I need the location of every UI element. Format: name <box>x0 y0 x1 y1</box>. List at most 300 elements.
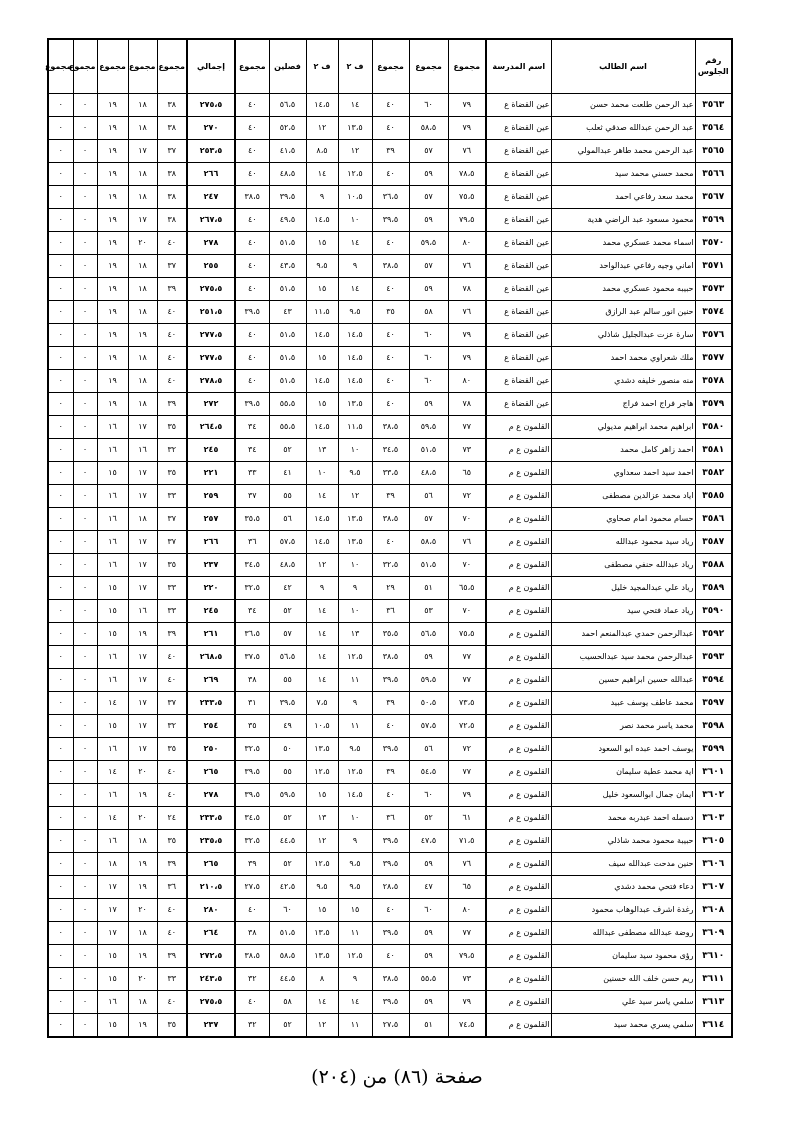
cell-school-name: عين القضاة ع <box>486 278 551 301</box>
cell-seat-number: ٣٦٠٣ <box>695 807 732 830</box>
cell-grand-total: ٢٦٥ <box>187 761 235 784</box>
cell-term-2b: ١٢ <box>306 117 338 140</box>
cell-total-2: ٥٩ <box>409 922 448 945</box>
header-total-2: مجموع <box>409 39 448 94</box>
cell-grand-total: ٢٤٧ <box>187 186 235 209</box>
cell-term-2b: ١٠،٥ <box>306 715 338 738</box>
cell-total-8: ٠ <box>73 531 97 554</box>
cell-total-2: ٥٩ <box>409 853 448 876</box>
cell-total-8: ٠ <box>73 899 97 922</box>
cell-total-9: ٠ <box>48 508 73 531</box>
cell-total-4: ٣٤،٥ <box>235 554 269 577</box>
cell-grand-total: ٢٣٣،٥ <box>187 692 235 715</box>
cell-term-2a: ٩،٥ <box>338 853 372 876</box>
cell-total-8: ٠ <box>73 784 97 807</box>
cell-total-9: ٠ <box>48 646 73 669</box>
cell-total-9: ٠ <box>48 117 73 140</box>
cell-student-name: محمود مسعود عبد الراضي هدية <box>551 209 695 232</box>
cell-total-6: ١٦ <box>128 439 157 462</box>
cell-grand-total: ٢٢١ <box>187 462 235 485</box>
cell-term-2a: ٩،٥ <box>338 462 372 485</box>
cell-term-2b: ١٢ <box>306 554 338 577</box>
cell-total-4: ٣٢،٥ <box>235 830 269 853</box>
results-table <box>44 38 733 1038</box>
cell-total-6: ١٨ <box>128 347 157 370</box>
cell-total-1: ٧٩،٥ <box>448 209 486 232</box>
cell-total-5: ٣٢ <box>157 715 187 738</box>
cell-total-4: ٣٩،٥ <box>235 393 269 416</box>
cell-total-5: ٣٣ <box>157 968 187 991</box>
cell-total-9: ٠ <box>48 738 73 761</box>
cell-student-name: ابراهيم محمد ابراهيم مديولي <box>551 416 695 439</box>
cell-two-terms: ٥٨،٥ <box>269 945 306 968</box>
cell-total-5: ٣٨ <box>157 94 187 117</box>
table-row <box>48 876 732 899</box>
cell-seat-number: ٣٥٦٥ <box>695 140 732 163</box>
table-row <box>48 623 732 646</box>
cell-two-terms: ٤٢ <box>269 577 306 600</box>
cell-total-2: ٥٩ <box>409 278 448 301</box>
cell-total-8: ٠ <box>73 163 97 186</box>
cell-total-1: ٨٠ <box>448 370 486 393</box>
cell-total-4: ٣٨ <box>235 669 269 692</box>
cell-seat-number: ٣٥٧٧ <box>695 347 732 370</box>
cell-total-3: ٤٠ <box>372 94 409 117</box>
cell-total-1: ٧٣ <box>448 968 486 991</box>
cell-total-7: ١٦ <box>97 485 128 508</box>
cell-total-2: ٥٩ <box>409 209 448 232</box>
cell-total-8: ٠ <box>73 209 97 232</box>
cell-total-9: ٠ <box>48 186 73 209</box>
cell-student-name: اماني وجيه رفاعي عبدالواحد <box>551 255 695 278</box>
cell-total-2: ٥٦ <box>409 738 448 761</box>
cell-total-4: ٣٤،٥ <box>235 807 269 830</box>
cell-school-name: عين القضاة ع <box>486 255 551 278</box>
cell-total-6: ١٧ <box>128 485 157 508</box>
cell-two-terms: ٥١،٥ <box>269 370 306 393</box>
cell-school-name: عين القضاة ع <box>486 186 551 209</box>
cell-total-7: ١٧ <box>97 876 128 899</box>
cell-total-6: ١٨ <box>128 278 157 301</box>
cell-term-2b: ١٤ <box>306 669 338 692</box>
cell-total-3: ٣٩،٥ <box>372 922 409 945</box>
cell-term-2b: ١٤ <box>306 600 338 623</box>
cell-term-2a: ١٤ <box>338 94 372 117</box>
cell-grand-total: ٢٦٩ <box>187 669 235 692</box>
cell-total-9: ٠ <box>48 140 73 163</box>
cell-total-6: ١٧ <box>128 462 157 485</box>
cell-total-5: ٤٠ <box>157 646 187 669</box>
cell-total-3: ٤٠ <box>372 784 409 807</box>
cell-school-name: القلمون ع م <box>486 899 551 922</box>
cell-total-3: ٣٨،٥ <box>372 508 409 531</box>
cell-total-3: ٢٩ <box>372 577 409 600</box>
cell-total-2: ٥١ <box>409 1014 448 1038</box>
cell-student-name: رياد علي عبدالمجيد خليل <box>551 577 695 600</box>
cell-total-8: ٠ <box>73 301 97 324</box>
cell-total-4: ٣٩،٥ <box>235 301 269 324</box>
cell-term-2b: ١٤،٥ <box>306 416 338 439</box>
cell-seat-number: ٣٦١٠ <box>695 945 732 968</box>
table-row <box>48 439 732 462</box>
cell-total-9: ٠ <box>48 830 73 853</box>
cell-total-8: ٠ <box>73 646 97 669</box>
table-row <box>48 968 732 991</box>
cell-total-8: ٠ <box>73 554 97 577</box>
cell-seat-number: ٣٦١١ <box>695 968 732 991</box>
cell-total-7: ١٦ <box>97 991 128 1014</box>
cell-total-1: ٧٤،٥ <box>448 1014 486 1038</box>
cell-school-name: عين القضاة ع <box>486 232 551 255</box>
cell-total-9: ٠ <box>48 439 73 462</box>
cell-total-5: ٤٠ <box>157 324 187 347</box>
cell-term-2b: ١١،٥ <box>306 301 338 324</box>
cell-total-8: ٠ <box>73 393 97 416</box>
cell-total-8: ٠ <box>73 715 97 738</box>
cell-total-2: ٥١ <box>409 577 448 600</box>
cell-term-2b: ١٤ <box>306 646 338 669</box>
cell-total-4: ٣٦ <box>235 531 269 554</box>
header-total-1: مجموع <box>448 39 486 94</box>
cell-two-terms: ٤٨،٥ <box>269 163 306 186</box>
header-seat-number: رقم الجلوس <box>695 39 732 94</box>
cell-total-9: ٠ <box>48 393 73 416</box>
cell-total-3: ٣٤،٥ <box>372 439 409 462</box>
cell-term-2a: ١٤،٥ <box>338 784 372 807</box>
cell-total-2: ٥٠،٥ <box>409 692 448 715</box>
cell-total-7: ١٦ <box>97 508 128 531</box>
cell-total-9: ٠ <box>48 991 73 1014</box>
cell-term-2a: ٩ <box>338 692 372 715</box>
cell-total-4: ٣٢،٥ <box>235 577 269 600</box>
cell-school-name: القلمون ع م <box>486 991 551 1014</box>
cell-grand-total: ٢٥٤ <box>187 715 235 738</box>
cell-total-3: ٣٦ <box>372 807 409 830</box>
cell-total-3: ٣٩ <box>372 485 409 508</box>
cell-total-4: ٣٢ <box>235 968 269 991</box>
cell-total-5: ٣٨ <box>157 186 187 209</box>
cell-seat-number: ٣٥٨٢ <box>695 462 732 485</box>
cell-student-name: عبدالرحمن حمدي عبدالمنعم احمد <box>551 623 695 646</box>
cell-school-name: القلمون ع م <box>486 554 551 577</box>
cell-total-1: ٧٩ <box>448 991 486 1014</box>
cell-total-5: ٤٠ <box>157 899 187 922</box>
cell-total-5: ٣٩ <box>157 945 187 968</box>
cell-total-2: ٤٧،٥ <box>409 830 448 853</box>
cell-grand-total: ٢١٠،٥ <box>187 876 235 899</box>
cell-total-2: ٥٩ <box>409 163 448 186</box>
cell-student-name: حسام محمود امام صحاوي <box>551 508 695 531</box>
cell-total-1: ٧٧ <box>448 646 486 669</box>
cell-total-2: ٤٧ <box>409 876 448 899</box>
cell-total-7: ١٥ <box>97 600 128 623</box>
cell-total-8: ٠ <box>73 140 97 163</box>
cell-grand-total: ٢٤٣،٥ <box>187 968 235 991</box>
cell-student-name: سارة عزت عبدالجليل شاذلي <box>551 324 695 347</box>
cell-student-name: منه منصور خليفه دشدي <box>551 370 695 393</box>
cell-two-terms: ٥٢،٥ <box>269 117 306 140</box>
cell-total-5: ٣٣ <box>157 600 187 623</box>
cell-term-2b: ١٤،٥ <box>306 324 338 347</box>
cell-total-6: ١٩ <box>128 876 157 899</box>
cell-total-5: ٣٣ <box>157 485 187 508</box>
cell-total-9: ٠ <box>48 945 73 968</box>
cell-seat-number: ٣٦٠٢ <box>695 784 732 807</box>
cell-total-3: ٤٠ <box>372 324 409 347</box>
cell-two-terms: ٤٢،٥ <box>269 876 306 899</box>
cell-total-1: ٨٠ <box>448 899 486 922</box>
cell-total-1: ٧٢،٥ <box>448 715 486 738</box>
cell-term-2b: ٧،٥ <box>306 692 338 715</box>
cell-term-2a: ١٠ <box>338 807 372 830</box>
cell-seat-number: ٣٥٧٠ <box>695 232 732 255</box>
cell-total-1: ٧٥،٥ <box>448 186 486 209</box>
cell-total-6: ٢٠ <box>128 968 157 991</box>
cell-total-4: ٤٠ <box>235 991 269 1014</box>
cell-total-1: ٧٥،٥ <box>448 623 486 646</box>
cell-total-2: ٥٧ <box>409 186 448 209</box>
cell-two-terms: ٣٩،٥ <box>269 186 306 209</box>
cell-two-terms: ٥٥ <box>269 761 306 784</box>
cell-total-2: ٥٩،٥ <box>409 232 448 255</box>
cell-total-9: ٠ <box>48 784 73 807</box>
cell-two-terms: ٤٤،٥ <box>269 968 306 991</box>
cell-total-2: ٦٠ <box>409 370 448 393</box>
cell-total-5: ٣٨ <box>157 209 187 232</box>
cell-total-6: ١٨ <box>128 186 157 209</box>
table-row <box>48 462 732 485</box>
cell-term-2a: ٩،٥ <box>338 301 372 324</box>
cell-school-name: القلمون ع م <box>486 715 551 738</box>
cell-grand-total: ٢٨٠ <box>187 899 235 922</box>
cell-student-name: حبيبه محمود عسكري محمد <box>551 278 695 301</box>
cell-total-3: ٣٥،٥ <box>372 623 409 646</box>
cell-two-terms: ٥٢ <box>269 600 306 623</box>
cell-total-6: ٢٠ <box>128 761 157 784</box>
cell-total-6: ١٧ <box>128 715 157 738</box>
cell-total-7: ١٤ <box>97 761 128 784</box>
table-row <box>48 1014 732 1038</box>
cell-total-3: ٤٠ <box>372 163 409 186</box>
cell-total-9: ٠ <box>48 554 73 577</box>
cell-term-2b: ٩،٥ <box>306 876 338 899</box>
cell-grand-total: ٢٥٥ <box>187 255 235 278</box>
cell-total-8: ٠ <box>73 370 97 393</box>
cell-total-7: ١٥ <box>97 968 128 991</box>
cell-total-9: ٠ <box>48 163 73 186</box>
cell-term-2a: ١٢،٥ <box>338 761 372 784</box>
cell-seat-number: ٣٥٨٩ <box>695 577 732 600</box>
cell-grand-total: ٢٧٠ <box>187 117 235 140</box>
cell-total-4: ٣٤ <box>235 416 269 439</box>
cell-total-6: ١٨ <box>128 508 157 531</box>
cell-total-4: ٤٠ <box>235 232 269 255</box>
cell-total-6: ٢٠ <box>128 899 157 922</box>
table-row <box>48 255 732 278</box>
cell-total-2: ٤٨،٥ <box>409 462 448 485</box>
cell-term-2b: ١٣،٥ <box>306 738 338 761</box>
cell-two-terms: ٥٥ <box>269 669 306 692</box>
header-total-7: مجموع <box>97 39 128 94</box>
cell-two-terms: ٤١،٥ <box>269 140 306 163</box>
cell-total-2: ٦٠ <box>409 347 448 370</box>
cell-total-2: ٥٧،٥ <box>409 715 448 738</box>
cell-term-2a: ٩،٥ <box>338 738 372 761</box>
cell-total-7: ١٩ <box>97 301 128 324</box>
table-row <box>48 140 732 163</box>
table-row <box>48 922 732 945</box>
cell-total-6: ١٧ <box>128 209 157 232</box>
cell-total-8: ٠ <box>73 922 97 945</box>
cell-term-2b: ١٥ <box>306 278 338 301</box>
cell-term-2b: ١٤ <box>306 623 338 646</box>
cell-total-3: ٤٠ <box>372 531 409 554</box>
cell-school-name: القلمون ع م <box>486 669 551 692</box>
cell-total-5: ٣٧ <box>157 692 187 715</box>
cell-school-name: القلمون ع م <box>486 830 551 853</box>
cell-total-6: ١٨ <box>128 830 157 853</box>
cell-school-name: القلمون ع م <box>486 646 551 669</box>
cell-total-8: ٠ <box>73 324 97 347</box>
table-row <box>48 807 732 830</box>
cell-total-1: ٧٧ <box>448 761 486 784</box>
table-row <box>48 508 732 531</box>
cell-term-2b: ١٣،٥ <box>306 922 338 945</box>
header-two-terms: فصلين <box>269 39 306 94</box>
cell-total-3: ٣٩ <box>372 140 409 163</box>
table-row <box>48 531 732 554</box>
header-grand-total: إجمالي <box>187 39 235 94</box>
cell-total-7: ١٩ <box>97 94 128 117</box>
cell-total-7: ١٦ <box>97 669 128 692</box>
table-row <box>48 416 732 439</box>
cell-total-8: ٠ <box>73 232 97 255</box>
cell-total-3: ٤٠ <box>372 715 409 738</box>
cell-total-5: ٣٥ <box>157 554 187 577</box>
cell-total-6: ٢٠ <box>128 807 157 830</box>
cell-total-7: ١٩ <box>97 163 128 186</box>
cell-total-1: ٧٠ <box>448 600 486 623</box>
cell-term-2b: ٩ <box>306 577 338 600</box>
cell-total-8: ٠ <box>73 692 97 715</box>
cell-two-terms: ٥٢ <box>269 1014 306 1038</box>
cell-total-9: ٠ <box>48 876 73 899</box>
table-row <box>48 232 732 255</box>
cell-total-3: ٣٨،٥ <box>372 416 409 439</box>
cell-total-4: ٣٥،٥ <box>235 508 269 531</box>
cell-total-6: ١٧ <box>128 577 157 600</box>
cell-term-2a: ١١،٥ <box>338 416 372 439</box>
cell-total-2: ٦٠ <box>409 899 448 922</box>
cell-total-8: ٠ <box>73 991 97 1014</box>
cell-total-5: ٣٩ <box>157 853 187 876</box>
cell-total-2: ٥٩ <box>409 991 448 1014</box>
cell-two-terms: ٤٩،٥ <box>269 209 306 232</box>
header-total-8: مجموع <box>73 39 97 94</box>
cell-term-2a: ١٠ <box>338 554 372 577</box>
cell-total-4: ٤٠ <box>235 140 269 163</box>
cell-school-name: عين القضاة ع <box>486 324 551 347</box>
cell-seat-number: ٣٥٧١ <box>695 255 732 278</box>
cell-grand-total: ٢٤٥ <box>187 439 235 462</box>
cell-student-name: اياد محمد عزالدين مصطفى <box>551 485 695 508</box>
cell-total-4: ٤٠ <box>235 94 269 117</box>
cell-total-1: ٧٦ <box>448 531 486 554</box>
cell-school-name: عين القضاة ع <box>486 370 551 393</box>
cell-total-1: ٧٩ <box>448 784 486 807</box>
cell-two-terms: ٥٦،٥ <box>269 94 306 117</box>
cell-total-5: ٣٥ <box>157 416 187 439</box>
cell-student-name: هاجر فراج احمد فراج <box>551 393 695 416</box>
cell-school-name: القلمون ع م <box>486 922 551 945</box>
cell-two-terms: ٥٢ <box>269 853 306 876</box>
cell-total-6: ١٨ <box>128 255 157 278</box>
cell-term-2a: ١٤ <box>338 991 372 1014</box>
cell-term-2a: ١٥ <box>338 899 372 922</box>
cell-total-1: ٧٧ <box>448 669 486 692</box>
cell-grand-total: ٢٦٥ <box>187 853 235 876</box>
cell-term-2a: ١١ <box>338 715 372 738</box>
cell-total-4: ٣١ <box>235 692 269 715</box>
cell-two-terms: ٥١،٥ <box>269 232 306 255</box>
page-number: صفحة (٨٦) من (٢٠٤) <box>311 1066 483 1088</box>
cell-two-terms: ٤٣ <box>269 301 306 324</box>
cell-grand-total: ٢٧٥،٥ <box>187 991 235 1014</box>
cell-total-1: ٧٨ <box>448 393 486 416</box>
cell-total-9: ٠ <box>48 347 73 370</box>
cell-total-9: ٠ <box>48 209 73 232</box>
cell-total-1: ٧٦ <box>448 140 486 163</box>
cell-total-5: ٣٥ <box>157 738 187 761</box>
cell-total-7: ١٥ <box>97 945 128 968</box>
cell-total-8: ٠ <box>73 94 97 117</box>
cell-student-name: روضة عبدالله مصطفى عبدالله <box>551 922 695 945</box>
cell-total-1: ٧٩ <box>448 94 486 117</box>
cell-total-4: ٣٣ <box>235 462 269 485</box>
cell-term-2b: ١٤،٥ <box>306 209 338 232</box>
cell-total-7: ١٩ <box>97 370 128 393</box>
cell-total-3: ٣٩،٥ <box>372 209 409 232</box>
cell-total-9: ٠ <box>48 623 73 646</box>
cell-total-6: ١٧ <box>128 669 157 692</box>
cell-total-6: ١٨ <box>128 370 157 393</box>
cell-two-terms: ٥١،٥ <box>269 922 306 945</box>
cell-total-6: ١٦ <box>128 600 157 623</box>
cell-total-7: ١٨ <box>97 853 128 876</box>
table-row <box>48 899 732 922</box>
cell-term-2a: ٩ <box>338 255 372 278</box>
cell-grand-total: ٢٧٨ <box>187 784 235 807</box>
cell-seat-number: ٣٦٠٨ <box>695 899 732 922</box>
cell-student-name: رياد عبدالله حنفي مصطفى <box>551 554 695 577</box>
cell-school-name: القلمون ع م <box>486 439 551 462</box>
cell-total-5: ٣٥ <box>157 1014 187 1038</box>
cell-total-4: ٣٩،٥ <box>235 761 269 784</box>
cell-total-5: ٣٨ <box>157 117 187 140</box>
cell-seat-number: ٣٥٧٣ <box>695 278 732 301</box>
cell-seat-number: ٣٥٨٥ <box>695 485 732 508</box>
cell-total-1: ٧٧ <box>448 922 486 945</box>
cell-term-2a: ١٤ <box>338 232 372 255</box>
cell-total-9: ٠ <box>48 600 73 623</box>
cell-school-name: عين القضاة ع <box>486 301 551 324</box>
cell-total-2: ٥٧ <box>409 255 448 278</box>
cell-total-7: ١٦ <box>97 738 128 761</box>
cell-total-8: ٠ <box>73 968 97 991</box>
cell-term-2a: ١١ <box>338 669 372 692</box>
cell-school-name: القلمون ع م <box>486 807 551 830</box>
cell-student-name: رياد سيد محمود عبدالله <box>551 531 695 554</box>
